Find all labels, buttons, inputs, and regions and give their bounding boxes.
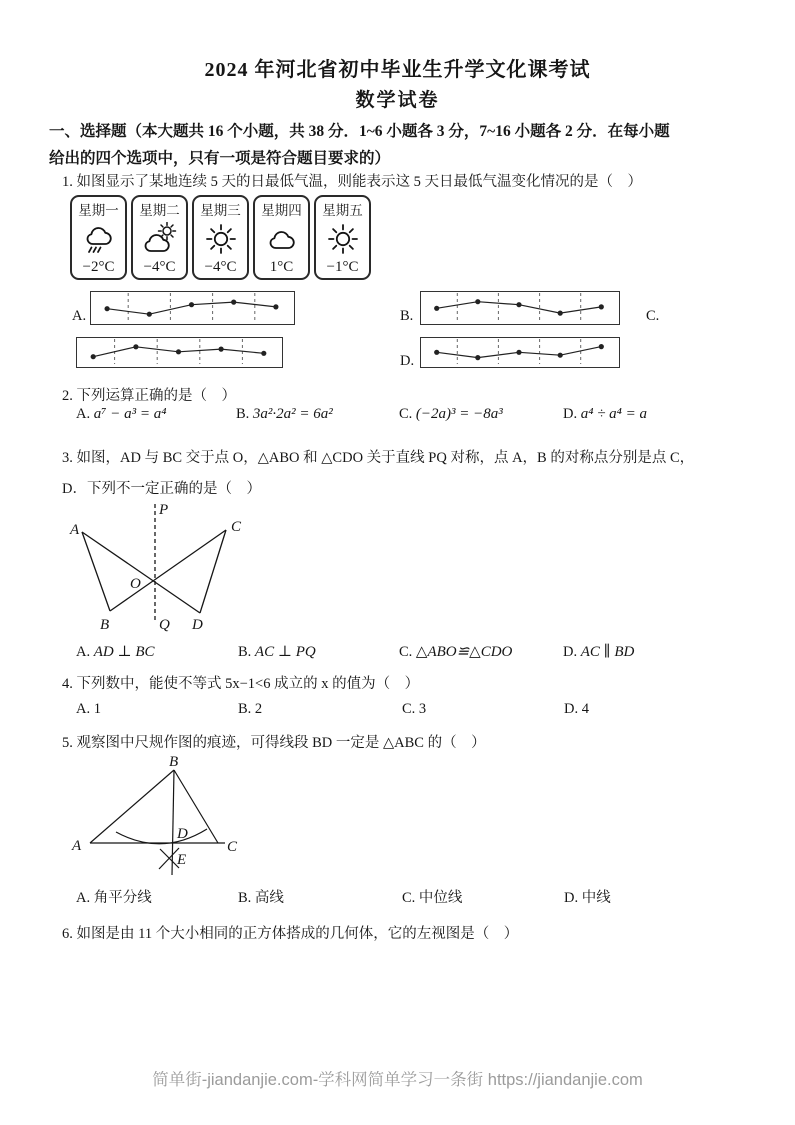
q3-option-c xyxy=(399,642,512,661)
option-label-a: A. xyxy=(72,308,87,324)
option-label: C. xyxy=(399,406,413,422)
q4-option-b xyxy=(238,701,262,718)
option-label: A. xyxy=(76,701,91,717)
option-label: A. xyxy=(76,644,91,660)
option-label-c: C. xyxy=(646,308,660,324)
weather-card xyxy=(192,195,249,280)
weather-card xyxy=(131,195,188,280)
point-label-c: C xyxy=(231,519,242,535)
sun-icon xyxy=(316,219,369,259)
q3-option-d xyxy=(563,642,634,661)
section-intro-line1: 一、选择题（本大题共 16 个小题，共 38 分．1~6 小题各 3 分，7~16 小题各 2 分．在每小题 xyxy=(49,123,670,140)
q3-option-b xyxy=(238,642,316,661)
q1-chart-option-d xyxy=(420,337,620,368)
sun-icon xyxy=(194,219,247,259)
option-label: D. xyxy=(563,406,578,422)
weather-card xyxy=(314,195,371,280)
q2-option-d xyxy=(563,406,647,423)
point-label-d: D xyxy=(192,617,203,633)
option-expression: a⁷ − a³ = a⁴ xyxy=(93,406,167,422)
compass-arc xyxy=(116,829,207,844)
option-expression: a⁴ ÷ a⁴ = a xyxy=(580,406,648,422)
option-label: B. xyxy=(236,406,250,422)
point-label-d: D xyxy=(177,826,188,842)
segment-cd xyxy=(200,530,226,613)
q3-figure xyxy=(66,496,311,636)
side-ab xyxy=(90,770,174,843)
option-expression: 3a²·2a² = 6a² xyxy=(252,406,333,422)
q5-option-c xyxy=(402,886,462,907)
q1-chart-option-c xyxy=(76,337,283,368)
point-label-e: E xyxy=(177,852,187,868)
page-subtitle: 数学试卷 xyxy=(355,90,440,111)
weekday-label: 星期五 xyxy=(322,203,363,218)
weekday-label: 星期三 xyxy=(200,203,241,218)
q5-option-a xyxy=(76,886,152,907)
option-label: C. xyxy=(399,644,413,660)
option-expression: AC ∥ BD xyxy=(580,644,635,660)
point-label-p: P xyxy=(159,502,169,518)
q5-option-b xyxy=(238,886,284,907)
temperature-label: −2°C xyxy=(82,259,115,275)
option-label: B. xyxy=(238,890,252,906)
option-label: C. xyxy=(402,890,416,906)
question-6-text: 6. 如图是由 11 个大小相同的正方体搭成的几何体，它的左视图是（ ） xyxy=(62,926,519,942)
point-label-c: C xyxy=(227,839,238,855)
question-3-text-line1: 3. 如图，AD 与 BC 交于点 O，△ABO 和 △CDO 关于直线 PQ 对称，点 A，B 的对称点分别是点 C， xyxy=(62,450,695,466)
q4-option-d xyxy=(564,701,589,718)
weekday-label: 星期一 xyxy=(78,203,119,218)
point-label-b: B xyxy=(169,754,179,770)
q2-option-a xyxy=(76,406,166,423)
option-label: A. xyxy=(76,890,91,906)
question-5-text: 5. 观察图中尺规作图的痕迹，可得线段 BD 一定是 △ABC 的（ ） xyxy=(62,735,486,751)
weekday-label: 星期四 xyxy=(261,203,302,218)
point-label-b: B xyxy=(100,617,110,633)
option-text: 高线 xyxy=(254,890,284,906)
rain-cloud-icon xyxy=(72,219,125,259)
point-label-o: O xyxy=(130,576,141,592)
option-label: D. xyxy=(563,644,578,660)
segment-ad xyxy=(82,532,200,613)
option-label: D. xyxy=(564,890,579,906)
point-label-q: Q xyxy=(159,617,170,633)
q5-option-d xyxy=(564,886,611,907)
option-expression: AD ⊥ BC xyxy=(93,644,155,660)
option-label: B. xyxy=(238,701,252,717)
option-value: 2 xyxy=(254,701,263,717)
point-label-a: A xyxy=(70,522,80,538)
q2-option-c xyxy=(399,406,503,423)
option-expression: △ABO≌△CDO xyxy=(415,644,513,660)
option-text: 中位线 xyxy=(418,890,463,906)
option-expression: (−2a)³ = −8a³ xyxy=(415,406,503,422)
question-3-text-line2: D．下列不一定正确的是（ ） xyxy=(62,481,261,497)
temperature-label: −1°C xyxy=(326,259,359,275)
segment-bde xyxy=(172,770,174,875)
option-value: 1 xyxy=(93,701,101,717)
weather-card xyxy=(70,195,127,280)
q4-option-a xyxy=(76,701,101,718)
option-label: A. xyxy=(76,406,91,422)
option-label-d: D. xyxy=(400,353,415,369)
footer-text: 简单街-jiandanjie.com-学科网简单学习一条街 https://jiandanjie.com xyxy=(152,1071,643,1089)
option-label: C. xyxy=(402,701,416,717)
temperature-label: −4°C xyxy=(204,259,237,275)
q5-figure xyxy=(70,754,250,884)
option-value: 3 xyxy=(418,701,427,717)
cloud-sun-icon xyxy=(133,219,186,259)
option-label-b: B. xyxy=(400,308,414,324)
segment-bc xyxy=(110,530,226,611)
weather-card xyxy=(253,195,310,280)
question-4-text: 4. 下列数中，能使不等式 5x−1<6 成立的 x 的值为（ ） xyxy=(62,676,420,692)
q1-chart-option-b xyxy=(420,291,620,325)
temperature-label: 1°C xyxy=(269,259,294,275)
option-expression: AC ⊥ PQ xyxy=(254,644,316,660)
question-2-text: 2. 下列运算正确的是（ ） xyxy=(62,388,236,404)
point-label-a: A xyxy=(72,838,82,854)
q1-chart-option-a xyxy=(90,291,295,325)
option-text: 中线 xyxy=(581,890,611,906)
q3-option-a xyxy=(76,642,155,661)
page-title: 2024 年河北省初中毕业生升学文化课考试 xyxy=(204,59,591,81)
question-1-text: 1. 如图显示了某地连续 5 天的日最低气温，则能表示这 5 天日最低气温变化情况的是（ ） xyxy=(62,174,642,190)
option-label: D. xyxy=(564,701,579,717)
q2-option-b xyxy=(236,406,333,423)
segment-ab xyxy=(82,532,110,611)
section-intro-line2: 给出的四个选项中，只有一项是符合题目要求的） xyxy=(49,150,391,167)
cloud-icon xyxy=(255,219,308,259)
option-text: 角平分线 xyxy=(93,890,152,906)
weekday-label: 星期二 xyxy=(139,203,180,218)
temperature-label: −4°C xyxy=(143,259,176,275)
option-label: B. xyxy=(238,644,252,660)
q4-option-c xyxy=(402,701,426,718)
option-value: 4 xyxy=(581,701,589,717)
